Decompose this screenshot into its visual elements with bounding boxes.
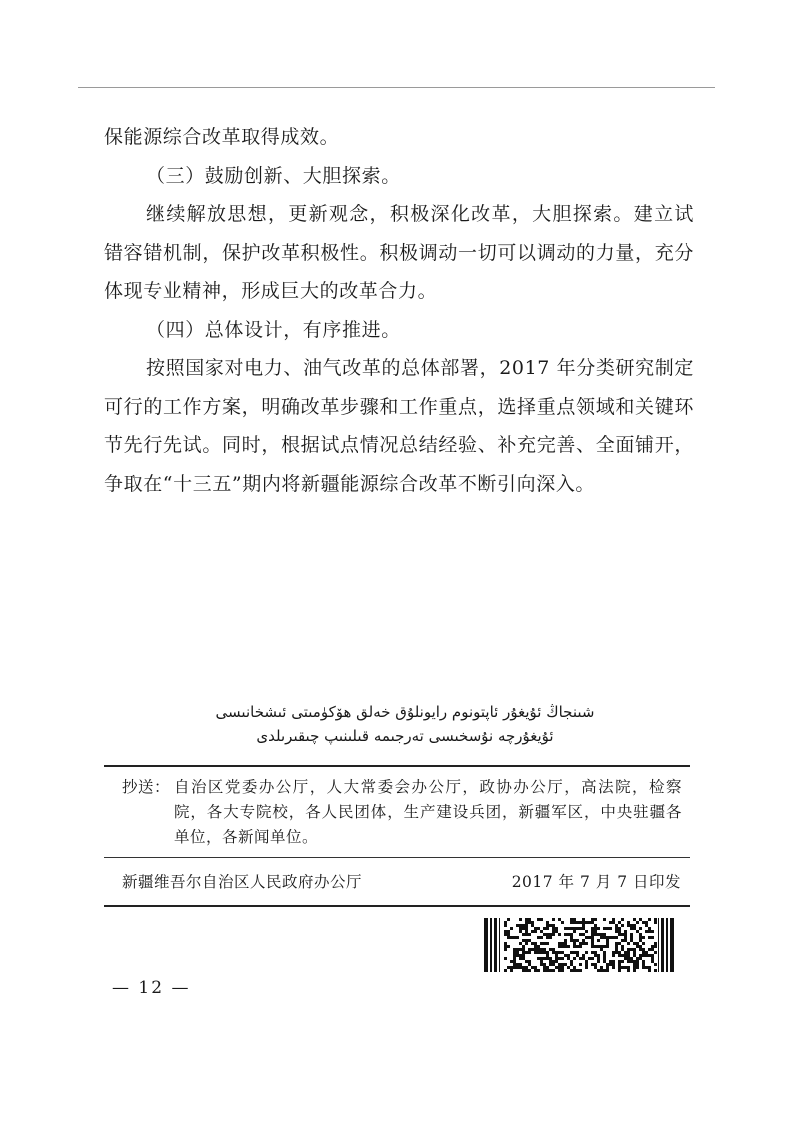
cc-recipients: 自治区党委办公厅，人大常委会办公厅，政协办公厅，高法院，检察院，各大专院校，各人民团体，生产建设兵团，新疆军区，中央驻疆各单位，各新闻单位。 [174,778,682,846]
document-body [104,118,694,503]
uyghur-translation-note [190,700,620,748]
issuing-office: 新疆维吾尔自治区人民政府办公厅 [122,873,363,891]
page-number: — 12 — [112,978,191,998]
barcode-icon [484,918,674,972]
uyghur-note-line-1: شىنجاڭ ئۇيغۇر ئاپتونوم رايونلۇق خەلق ھۆكۈمىتى ئىشخانىسى [215,703,595,721]
footer-rule-top [104,765,690,767]
uyghur-note-line-2: ئۇيغۇرچە نۇسخىسى تەرجىمە قىلىنىپ چىقىرىلدى [256,727,554,745]
header-rule [78,87,715,88]
cc-block [122,775,682,850]
section-heading-three: （三）鼓励创新、大胆探索。 [146,164,401,187]
paragraph-continuation: 保能源综合改革取得成效。 [104,126,340,148]
section-heading-four: （四）总体设计，有序推进。 [146,318,401,341]
footer-rule-middle [104,857,690,858]
issue-date: 2017 年 7 月 7 日印发 [511,873,681,891]
footer-rule-bottom [104,905,690,907]
paragraph-innovation: 继续解放思想，更新观念，积极深化改革，大胆探索。建立试错容错机制，保护改革积极性。积极调动一切可以调动的力量，充分体现专业精神，形成巨大的改革合力。 [104,203,694,302]
paragraph-overall-design: 按照国家对电力、油气改革的总体部署，2017 年分类研究制定可行的工作方案，明确改革步骤和工作重点，选择重点领域和关键环节先行先试。同时，根据试点情况总结经验、补充完善、全面铺开，争取在“十三五”期内将新疆能源综合改革不断引向深入。 [104,357,694,495]
cc-label: 抄送： [122,778,171,796]
